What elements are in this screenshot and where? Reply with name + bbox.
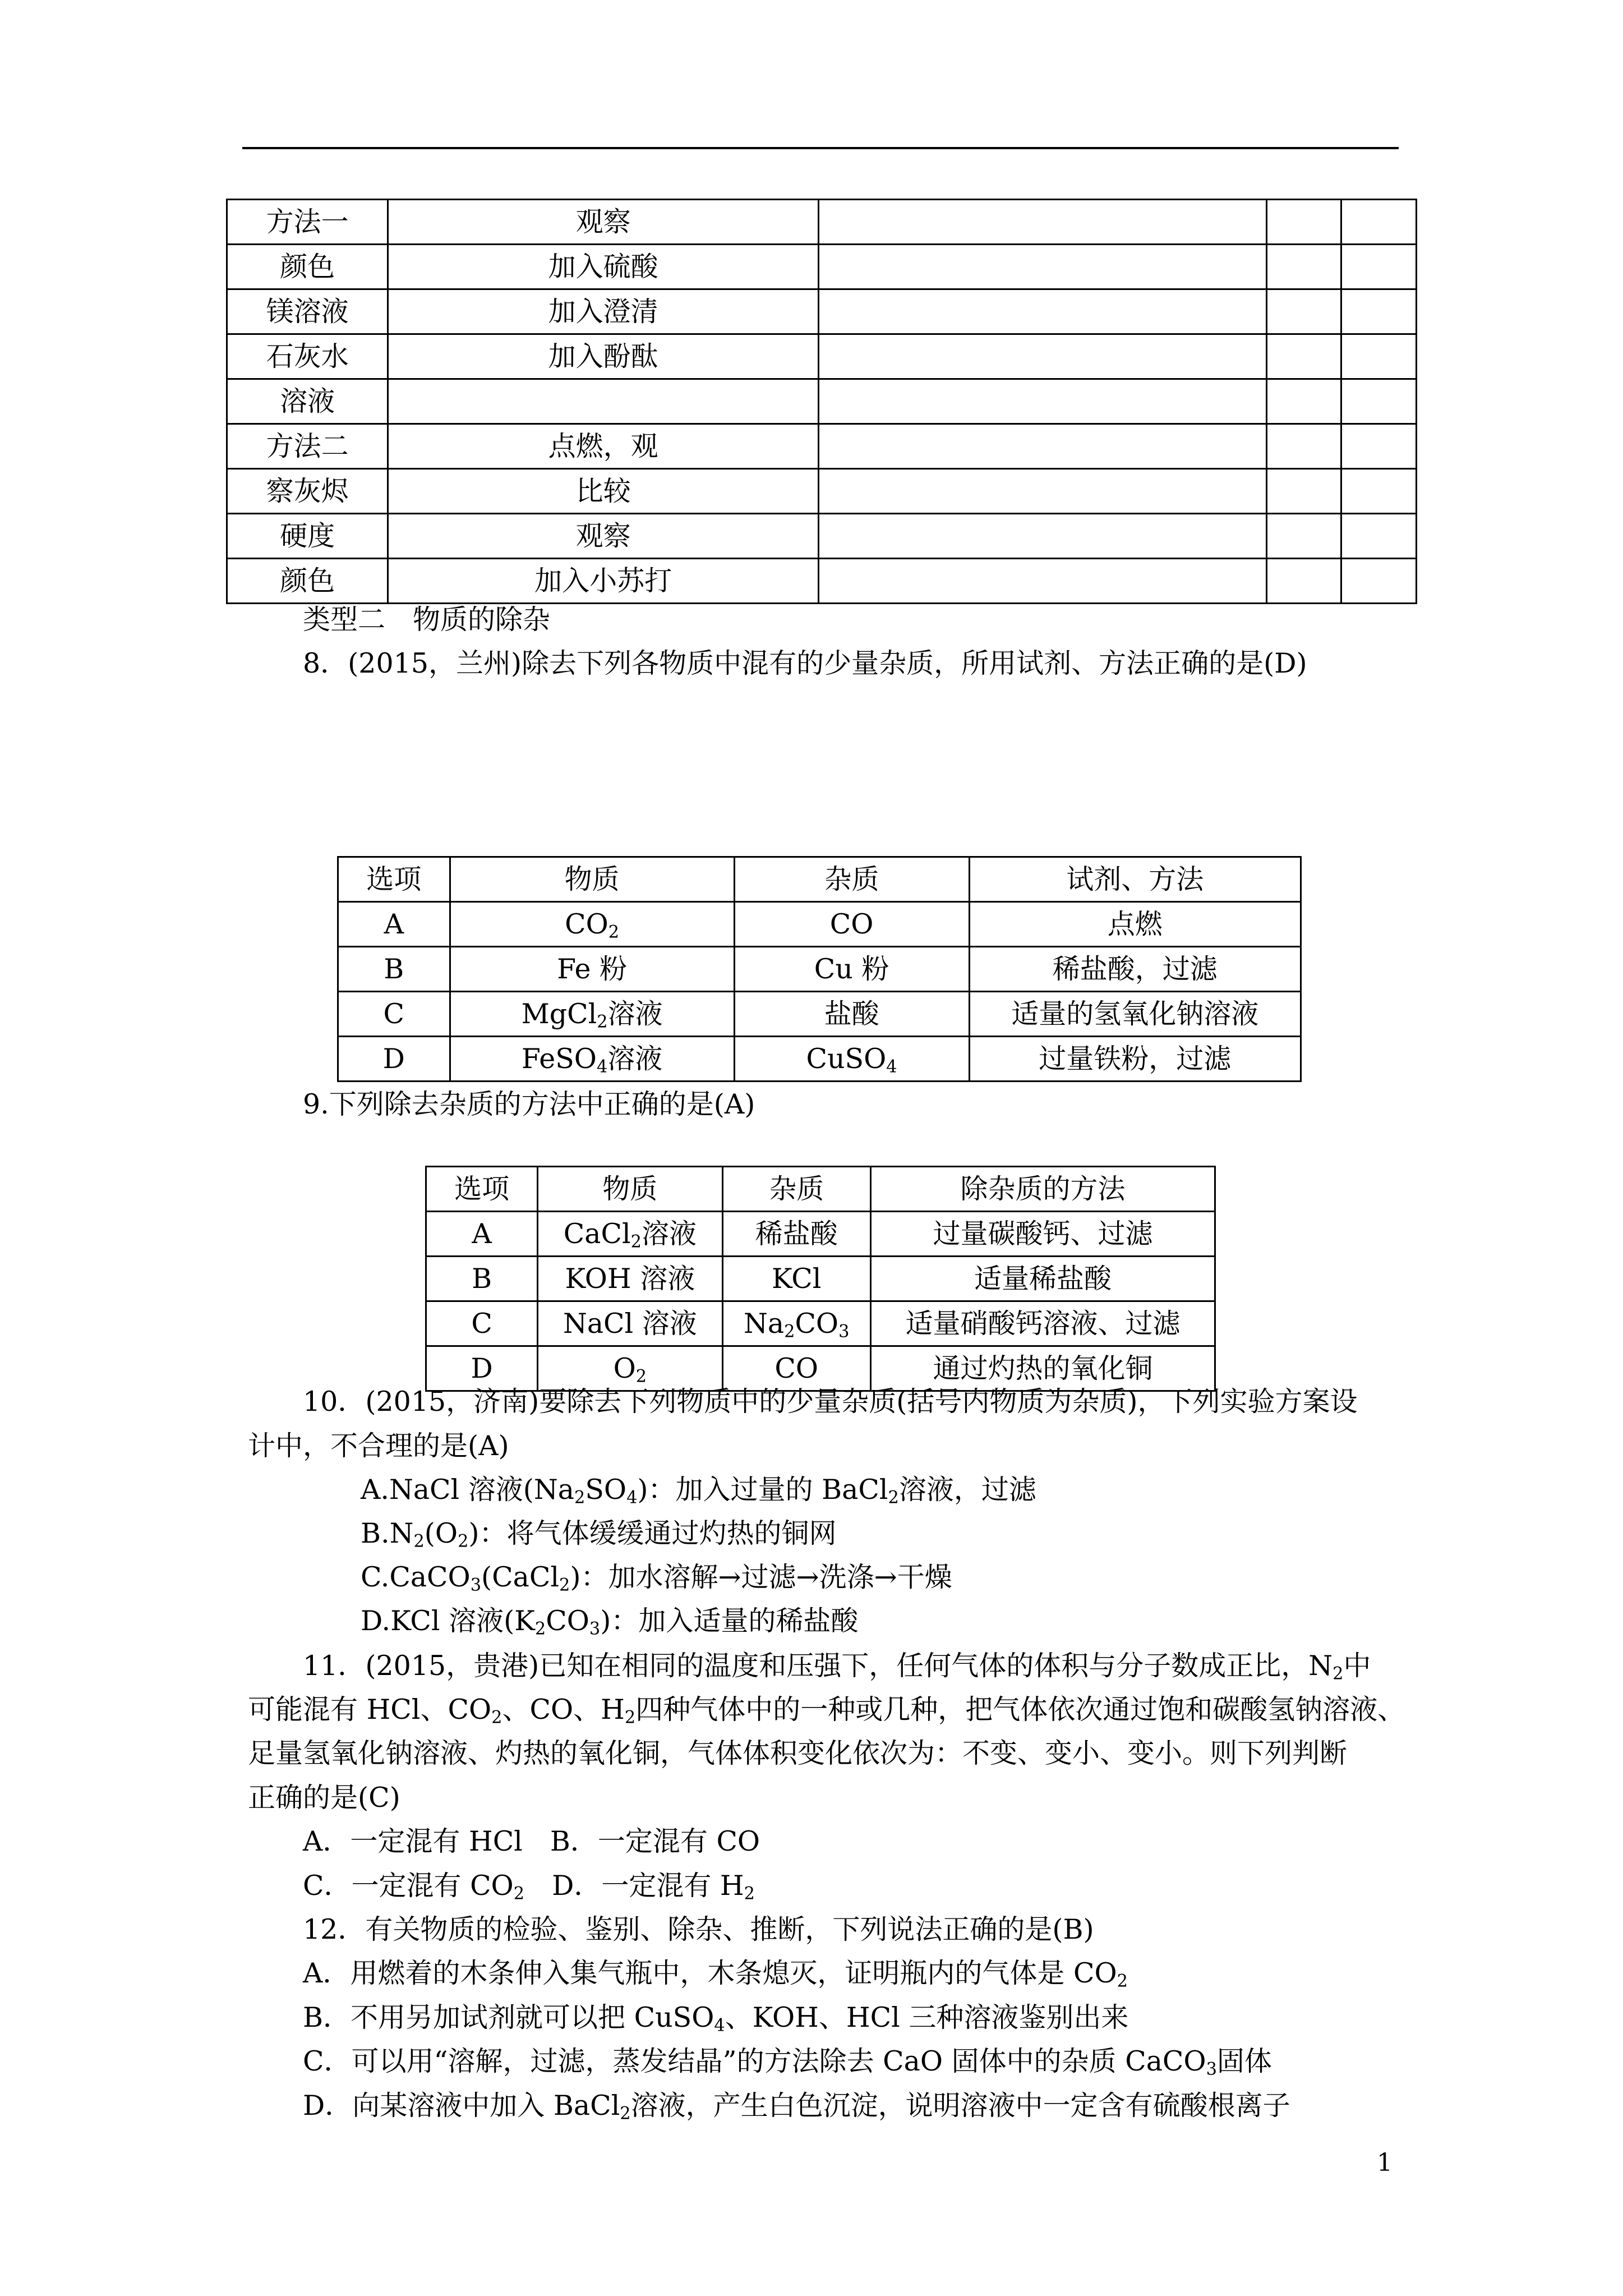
question-10-option-a: A.NaCl 溶液$(Na_2SO_4)$：加入过量的 BaCl$_2$溶液，过滤: [361, 1474, 1036, 1508]
impurity-cell: CO: [722, 1346, 870, 1391]
question-10-option-d: D.KCl 溶液$(K_2CO_3)$：加入适量的稀盐酸: [361, 1605, 859, 1639]
question-12-option-c: C．可以用“溶解，过滤，蒸发结晶”的方法除去 CaO 固体中的杂质 CaCO$_3$固体: [303, 2045, 1272, 2079]
method-label-cell: 镁溶液: [227, 289, 388, 334]
question-12-option-d: D．向某溶液中加入 BaCl$_2$溶液，产生白色沉淀，说明溶液中一定含有硫酸根离子: [303, 2090, 1290, 2124]
substance-cell: CaCl$_2$溶液: [538, 1212, 722, 1257]
empty-cell: [818, 334, 1266, 379]
header-cell: 选项: [426, 1167, 538, 1212]
empty-cell: [1341, 424, 1417, 469]
empty-cell: [1266, 334, 1341, 379]
empty-cell: [818, 289, 1266, 334]
question-11-options-cd: C．一定混有 $CO_2$ D．一定混有 $H_2$: [303, 1870, 755, 1904]
method-label-cell: 察灰烬: [227, 469, 388, 514]
method-label-cell: 颜色: [227, 245, 388, 289]
table-row: [426, 1346, 1215, 1391]
method-action-cell: 加入酚酞: [388, 334, 819, 379]
table-row: [227, 200, 1417, 245]
question-10-option-b: $B.N_2(O_2)$：将气体缓缓通过灼热的铜网: [361, 1517, 837, 1552]
method-cell: 通过灼热的氧化铜: [870, 1346, 1215, 1391]
method-cell: 适量硝酸钙溶液、过滤: [870, 1301, 1215, 1346]
page-number: 1: [1377, 2148, 1393, 2177]
method-label-cell: 颜色: [227, 559, 388, 604]
empty-cell: [1341, 514, 1417, 559]
substance-cell: Fe 粉: [450, 947, 734, 992]
empty-cell: [1266, 289, 1341, 334]
question-11-line4: 正确的是(C): [248, 1782, 400, 1814]
method-cell: 过量铁粉，过滤: [969, 1037, 1301, 1082]
empty-cell: [1341, 245, 1417, 289]
empty-cell: [1266, 245, 1341, 289]
empty-cell: [818, 514, 1266, 559]
question-11-options-ab: A．一定混有 HCl B．一定混有 CO: [303, 1825, 760, 1857]
table-row: [227, 469, 1417, 514]
table-row: [426, 1257, 1215, 1301]
method-label-cell: 方法一: [227, 200, 388, 245]
question-12-option-a: A．用燃着的木条伸入集气瓶中，木条熄灭，证明瓶内的气体是 $CO_2$: [303, 1957, 1128, 1991]
empty-cell: [1341, 200, 1417, 245]
method-label-cell: 硬度: [227, 514, 388, 559]
option-cell: C: [338, 992, 450, 1037]
table-header-row: [338, 857, 1301, 902]
option-cell: B: [426, 1257, 538, 1301]
option-cell: B: [338, 947, 450, 992]
substance-cell: $CO_2$: [450, 902, 734, 947]
impurity-cell: KCl: [722, 1257, 870, 1301]
table-row: [227, 245, 1417, 289]
substance-cell: $O_2$: [538, 1346, 722, 1391]
table-row: [227, 379, 1417, 424]
empty-cell: [1341, 334, 1417, 379]
method-action-cell: 点燃，观: [388, 424, 819, 469]
empty-cell: [1266, 379, 1341, 424]
empty-cell: [818, 245, 1266, 289]
empty-cell: [1341, 469, 1417, 514]
table-row: [338, 992, 1301, 1037]
q8-options-table: [337, 856, 1302, 1082]
empty-cell: [1266, 559, 1341, 604]
method-action-cell: 加入澄清: [388, 289, 819, 334]
empty-cell: [818, 424, 1266, 469]
header-cell: 物质: [450, 857, 734, 902]
empty-cell: [1341, 379, 1417, 424]
option-cell: D: [426, 1346, 538, 1391]
method-action-cell: 比较: [388, 469, 819, 514]
method-action-cell: 观察: [388, 514, 819, 559]
impurity-cell: 盐酸: [734, 992, 969, 1037]
empty-cell: [1266, 424, 1341, 469]
empty-cell: [1341, 559, 1417, 604]
question-8-text: 8．(2015，兰州)除去下列各物质中混有的少量杂质，所用试剂、方法正确的是(D): [303, 647, 1307, 679]
impurity-cell: CO: [734, 902, 969, 947]
impurity-cell: $Na_2CO_3$: [722, 1301, 870, 1346]
empty-cell: [1266, 514, 1341, 559]
substance-cell: KOH 溶液: [538, 1257, 722, 1301]
empty-cell: [818, 379, 1266, 424]
option-cell: A: [426, 1212, 538, 1257]
empty-cell: [818, 200, 1266, 245]
q9-options-table: [425, 1166, 1216, 1392]
question-11-line1: 11．(2015，贵港)已知在相同的温度和压强下，任何气体的体积与分子数成正比，$N_2$中: [303, 1650, 1371, 1684]
header-cell: 除杂质的方法: [870, 1167, 1215, 1212]
method-cell: 点燃: [969, 902, 1301, 947]
empty-cell: [1266, 469, 1341, 514]
empty-cell: [1266, 200, 1341, 245]
option-cell: C: [426, 1301, 538, 1346]
method-cell: 过量碳酸钙、过滤: [870, 1212, 1215, 1257]
header-cell: 杂质: [722, 1167, 870, 1212]
question-11-line2: 可能混有 HCl、$CO_2$、CO、$H_2$四种气体中的一种或几种，把气体依次通过饱和碳酸氢钠溶液、: [248, 1694, 1405, 1728]
section-heading-type2: 类型二 物质的除杂: [303, 604, 551, 636]
question-11-line3: 足量氢氧化钠溶液、灼热的氧化铜，气体体积变化依次为：不变、变小、变小。则下列判断: [248, 1737, 1348, 1769]
table-row: [426, 1301, 1215, 1346]
option-cell: D: [338, 1037, 450, 1082]
method-cell: 稀盐酸，过滤: [969, 947, 1301, 992]
table-row: [426, 1212, 1215, 1257]
table-row: [227, 514, 1417, 559]
question-10-line2: 计中，不合理的是(A): [248, 1430, 509, 1462]
method-cell: 适量稀盐酸: [870, 1257, 1215, 1301]
question-10-line1: 10．(2015，济南)要除去下列物质中的少量杂质(括号内物质为杂质)，下列实验方案设: [303, 1386, 1358, 1418]
substance-cell: NaCl 溶液: [538, 1301, 722, 1346]
header-cell: 选项: [338, 857, 450, 902]
table-row: [227, 334, 1417, 379]
substance-cell: MgCl$_2$溶液: [450, 992, 734, 1037]
impurity-cell: CuSO$_4$: [734, 1037, 969, 1082]
empty-cell: [818, 469, 1266, 514]
method-action-cell: [388, 379, 819, 424]
impurity-cell: Cu 粉: [734, 947, 969, 992]
question-12-option-b: B．不用另加试剂就可以把 CuSO$_4$、KOH、HCl 三种溶液鉴别出来: [303, 2001, 1129, 2036]
question-9-text: 9.下列除去杂质的方法中正确的是(A): [303, 1088, 755, 1120]
method-action-cell: 加入小苏打: [388, 559, 819, 604]
table-row: [338, 1037, 1301, 1082]
method-label-cell: 石灰水: [227, 334, 388, 379]
impurity-cell: 稀盐酸: [722, 1212, 870, 1257]
method-action-cell: 观察: [388, 200, 819, 245]
header-cell: 试剂、方法: [969, 857, 1301, 902]
empty-cell: [818, 559, 1266, 604]
question-10-option-c: C.CaCO$_3$(CaCl$_2$)：加水溶解→过滤→洗涤→干燥: [361, 1561, 952, 1595]
header-rule: [242, 147, 1399, 149]
empty-cell: [1341, 289, 1417, 334]
question-12-line1: 12．有关物质的检验、鉴别、除杂、推断，下列说法正确的是(B): [303, 1913, 1094, 1945]
method-label-cell: 溶液: [227, 379, 388, 424]
option-cell: A: [338, 902, 450, 947]
header-cell: 物质: [538, 1167, 722, 1212]
method-label-cell: 方法二: [227, 424, 388, 469]
substance-cell: FeSO$_4$溶液: [450, 1037, 734, 1082]
table-header-row: [426, 1167, 1215, 1212]
table-row: [227, 289, 1417, 334]
table-row: [338, 947, 1301, 992]
method-action-cell: 加入硫酸: [388, 245, 819, 289]
table-row: [227, 559, 1417, 604]
header-cell: 杂质: [734, 857, 969, 902]
method-cell: 适量的氢氧化钠溶液: [969, 992, 1301, 1037]
table-row: [227, 424, 1417, 469]
identification-methods-table: [226, 199, 1417, 604]
table-row: [338, 902, 1301, 947]
